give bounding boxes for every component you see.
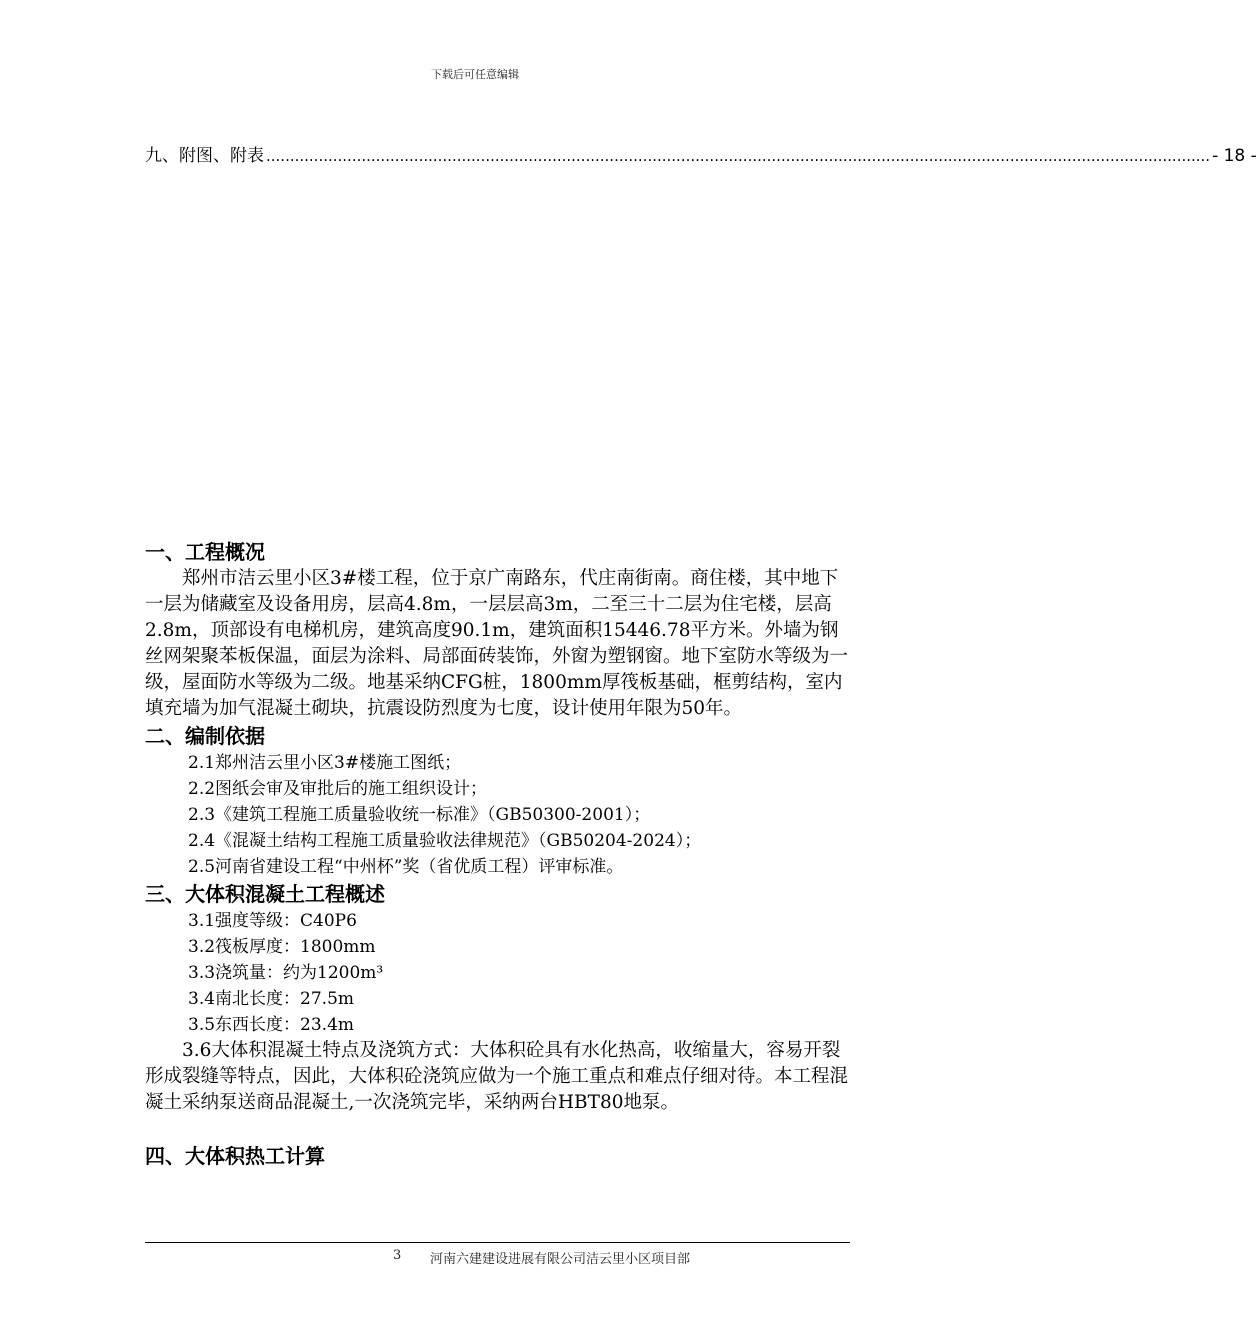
footer-organization: 河南六建建设进展有限公司洁云里小区项目部 [430,1252,691,1267]
list-item: 2.3《建筑工程施工质量验收统一标准》（GB50300-2001）； [188,805,651,825]
list-item: 3.5东西长度：23.4m [188,1015,355,1035]
toc-entry[interactable] [145,141,1257,166]
section-heading-concrete: 三、大体积混凝土工程概述 [145,882,385,906]
list-item: 3.3浇筑量：约为1200m³ [188,963,384,983]
list-item: 2.5河南省建设工程“中州杯”奖（省优质工程）评审标准。 [188,857,624,877]
concrete-paragraph: 3.6大体积混凝土特点及浇筑方式：大体积砼具有水化热高，收缩量大，容易开裂形成裂缝等特点，因此，大体积砼浇筑应做为一个施工重点和难点仔细对待。本工程混凝土采纳泵送商品混凝土,一次浇筑完毕，采纳两台HBT80地泵。 [145,1040,849,1113]
overview-paragraph: 郑州市洁云里小区3#楼工程，位于京广南路东，代庄南街南。商住楼，其中地下一层为储藏室及设备用房，层高4.8m，一层层高3m，二至三十二层为住宅楼，层高2.8m，顶部设有电梯机房，建筑高度90.1m，建筑面积15446.78平方米。外墙为钢丝网架聚苯板保温，面层为涂料、局部面砖装饰，外窗为塑钢窗。地下室防水等级为一级，屋面防水等级为二级。地基采纳CFG桩，1800mm厚筏板基础，框剪结构，室内填充墙为加气混凝土砌块，抗震设防烈度为七度，设计使用年限为50年。 [145,568,849,719]
list-item: 3.4南北长度：27.5m [188,989,355,1009]
toc-leader-dots: ...................................................................................................................................................................................................... [266,147,1211,165]
page-header: 下载后可任意编辑 [431,68,519,81]
list-item: 2.2图纸会审及审批后的施工组织设计； [188,779,488,799]
footer-divider [145,1242,850,1243]
spacer [145,1116,850,1142]
document-body [145,538,850,1170]
footer-page-number: 3 [393,1248,402,1263]
section-heading-basis: 二、编制依据 [145,724,265,748]
section-heading-overview: 一、工程概况 [145,540,265,564]
toc-entry-page: - 18 - [1212,146,1257,166]
list-item: 2.1郑州洁云里小区3#楼施工图纸； [188,753,462,773]
list-item: 3.2筏板厚度：1800mm [188,937,376,957]
section-heading-thermal: 四、大体积热工计算 [145,1144,325,1168]
list-item: 2.4《混凝土结构工程施工质量验收法律规范》（GB50204-2024）； [188,831,702,851]
list-item: 3.1强度等级：C40P6 [188,911,357,931]
toc-entry-title: 九、附图、附表 [145,146,264,166]
